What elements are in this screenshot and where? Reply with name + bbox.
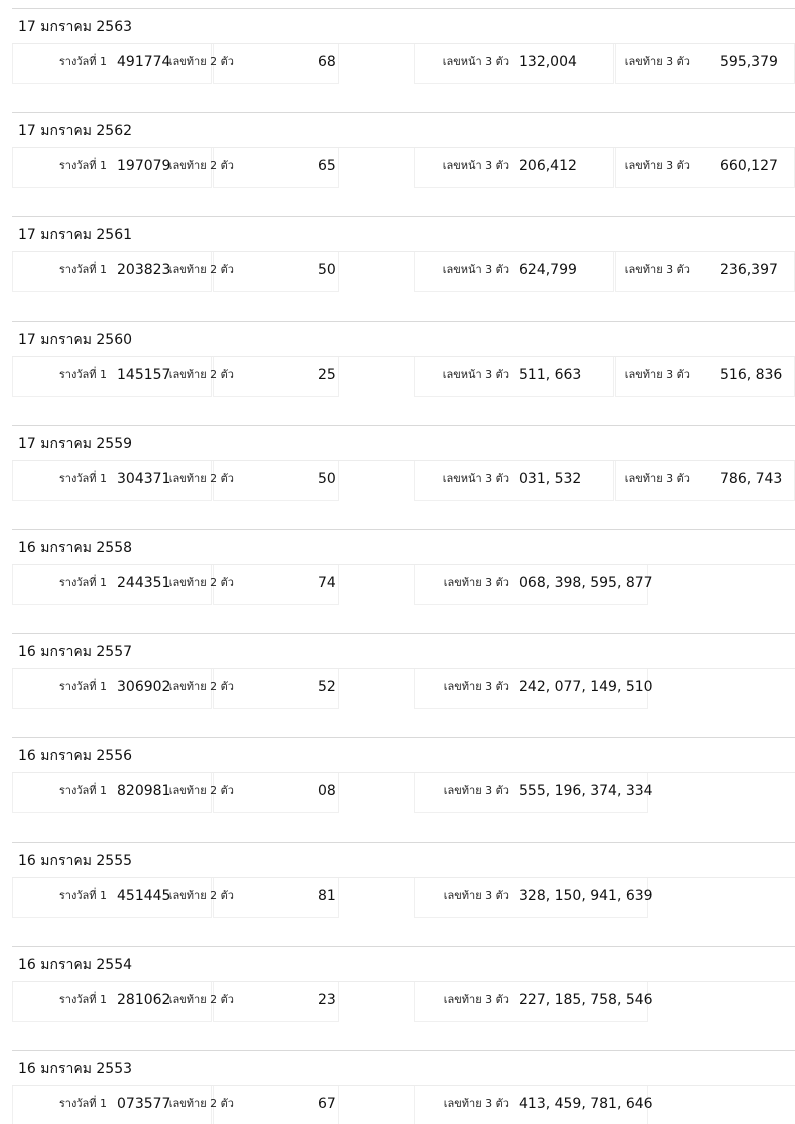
- draw-header: [12, 737, 795, 773]
- last-three-digits-cell: [414, 773, 653, 813]
- last-three-digits-cell: [615, 44, 795, 84]
- front-three-digits-cell: [414, 148, 614, 188]
- draw-header: [12, 633, 795, 669]
- draw-results-row: [12, 461, 795, 509]
- first-prize-label: รางวัลที่ 1: [58, 367, 107, 381]
- draw-header: [12, 112, 795, 148]
- draw-header: [12, 842, 795, 878]
- draw-date: 17 มกราคม 2560: [18, 331, 133, 348]
- front-three-digits-cell: [414, 44, 614, 84]
- last-three-digits-label: เลขท้าย 3 ตัว: [443, 888, 509, 902]
- last-three-digits-label: เลขท้าย 3 ตัว: [624, 55, 690, 68]
- last-two-digits-label: เลขท้าย 2 ตัว: [168, 367, 234, 381]
- first-prize-value: 244351: [117, 575, 171, 591]
- draw-header: [12, 8, 795, 44]
- last-three-digits-value: 227, 185, 758, 546: [519, 991, 653, 1008]
- last-three-digits-value: 068, 398, 595, 877: [519, 575, 653, 591]
- last-two-digits-label: เลขท้าย 2 ตัว: [168, 263, 234, 277]
- last-two-digits-label: เลขท้าย 2 ตัว: [168, 992, 234, 1006]
- front-three-digits-value: 511, 663: [519, 366, 582, 383]
- draw-date: 17 มกราคม 2561: [18, 227, 133, 244]
- first-prize-value: 491774: [117, 54, 171, 70]
- last-two-digits-cell: [168, 982, 339, 1022]
- front-three-digits-value: 132,004: [519, 54, 577, 70]
- last-three-digits-cell: [414, 669, 653, 709]
- front-three-digits-label: เลขหน้า 3 ตัว: [442, 367, 509, 381]
- first-prize-label: รางวัลที่ 1: [58, 471, 107, 485]
- front-three-digits-value: 031, 532: [519, 470, 582, 487]
- front-three-digits-label: เลขหน้า 3 ตัว: [442, 55, 509, 68]
- front-three-digits-label: เลขหน้า 3 ตัว: [442, 263, 509, 277]
- draw-date: 16 มกราคม 2554: [18, 956, 133, 973]
- front-three-digits-value: 206,412: [519, 158, 577, 175]
- last-three-digits-cell: [414, 878, 653, 918]
- last-three-digits-cell: [615, 461, 795, 501]
- draw-block: [12, 633, 795, 729]
- draw-results-row: [12, 148, 795, 196]
- last-two-digits-cell: [168, 1086, 339, 1124]
- last-three-digits-label: เลขท้าย 3 ตัว: [624, 471, 690, 485]
- first-prize-label: รางวัลที่ 1: [58, 263, 107, 277]
- last-two-digits-value: 67: [318, 1096, 336, 1112]
- last-three-digits-value: 786, 743: [720, 470, 783, 487]
- last-two-digits-cell: [168, 148, 339, 188]
- last-two-digits-label: เลขท้าย 2 ตัว: [168, 576, 234, 589]
- front-three-digits-value: 624,799: [519, 262, 577, 279]
- first-prize-label: รางวัลที่ 1: [58, 1097, 107, 1110]
- draw-header: [12, 946, 795, 982]
- last-three-digits-value: 516, 836: [720, 366, 783, 383]
- first-prize-label: รางวัลที่ 1: [58, 576, 107, 589]
- draw-block: [12, 842, 795, 938]
- last-two-digits-value: 50: [318, 470, 336, 487]
- last-two-digits-value: 23: [318, 991, 336, 1008]
- draw-date: 17 มกราคม 2563: [18, 19, 133, 35]
- front-three-digits-cell: [414, 252, 614, 292]
- last-two-digits-value: 74: [318, 575, 336, 591]
- draw-results-row: [12, 252, 795, 300]
- draw-header: [12, 216, 795, 252]
- draw-block: [12, 425, 795, 521]
- first-prize-value: 281062: [117, 991, 171, 1008]
- last-three-digits-value: 328, 150, 941, 639: [519, 887, 653, 904]
- last-three-digits-cell: [414, 1086, 653, 1124]
- last-three-digits-value: 555, 196, 374, 334: [519, 783, 653, 800]
- first-prize-label: รางวัลที่ 1: [58, 680, 107, 694]
- last-two-digits-label: เลขท้าย 2 ตัว: [168, 888, 234, 902]
- last-three-digits-cell: [615, 148, 795, 188]
- front-three-digits-cell: [414, 357, 614, 397]
- last-three-digits-cell: [414, 565, 653, 605]
- last-three-digits-value: 595,379: [720, 54, 778, 70]
- last-three-digits-label: เลขท้าย 3 ตัว: [624, 159, 690, 173]
- draw-date: 16 มกราคม 2555: [18, 852, 133, 869]
- last-three-digits-label: เลขท้าย 3 ตัว: [443, 680, 509, 694]
- last-two-digits-value: 50: [318, 262, 336, 279]
- last-two-digits-label: เลขท้าย 2 ตัว: [168, 1097, 234, 1110]
- last-two-digits-value: 25: [318, 366, 336, 383]
- last-three-digits-value: 413, 459, 781, 646: [519, 1096, 653, 1112]
- last-two-digits-value: 68: [318, 54, 336, 70]
- draw-header: [12, 529, 795, 565]
- last-three-digits-label: เลขท้าย 3 ตัว: [443, 1097, 509, 1110]
- last-three-digits-label: เลขท้าย 3 ตัว: [624, 367, 690, 381]
- last-two-digits-cell: [168, 669, 339, 709]
- last-three-digits-label: เลขท้าย 3 ตัว: [443, 784, 509, 798]
- draw-date: 16 มกราคม 2556: [18, 748, 133, 765]
- draw-results-row: [12, 982, 795, 1030]
- draw-block: [12, 737, 795, 833]
- front-three-digits-label: เลขหน้า 3 ตัว: [442, 471, 509, 485]
- last-two-digits-cell: [168, 357, 339, 397]
- first-prize-label: รางวัลที่ 1: [58, 888, 107, 902]
- draw-header: [12, 321, 795, 357]
- draw-results-row: [12, 565, 795, 613]
- front-three-digits-cell: [414, 461, 614, 501]
- last-three-digits-cell: [615, 252, 795, 292]
- last-two-digits-cell: [168, 773, 339, 813]
- last-two-digits-label: เลขท้าย 2 ตัว: [168, 471, 234, 485]
- draw-block: [12, 321, 795, 417]
- last-three-digits-value: 660,127: [720, 158, 778, 175]
- draw-block: [12, 8, 795, 104]
- first-prize-label: รางวัลที่ 1: [58, 784, 107, 798]
- draw-results-row: [12, 357, 795, 405]
- last-two-digits-cell: [168, 252, 339, 292]
- last-two-digits-cell: [168, 565, 339, 605]
- last-three-digits-cell: [414, 982, 653, 1022]
- draw-header: [12, 425, 795, 461]
- last-two-digits-cell: [168, 461, 339, 501]
- last-two-digits-label: เลขท้าย 2 ตัว: [168, 55, 234, 68]
- last-two-digits-value: 08: [318, 783, 336, 800]
- first-prize-label: รางวัลที่ 1: [58, 159, 107, 173]
- draw-header: [12, 1050, 795, 1086]
- last-two-digits-value: 65: [318, 158, 336, 175]
- draw-block: [12, 1050, 795, 1124]
- last-two-digits-label: เลขท้าย 2 ตัว: [168, 680, 234, 694]
- draw-date: 16 มกราคม 2557: [18, 644, 133, 661]
- first-prize-value: 203823: [117, 262, 171, 279]
- draw-date: 16 มกราคม 2558: [18, 540, 133, 556]
- last-three-digits-value: 236,397: [720, 262, 778, 279]
- draw-block: [12, 529, 795, 625]
- last-two-digits-label: เลขท้าย 2 ตัว: [168, 159, 234, 173]
- draw-results-row: [12, 1086, 795, 1124]
- last-two-digits-value: 81: [318, 887, 336, 904]
- draw-results-row: [12, 669, 795, 717]
- last-three-digits-value: 242, 077, 149, 510: [519, 679, 653, 696]
- draw-block: [12, 946, 795, 1042]
- last-three-digits-cell: [615, 357, 795, 397]
- last-three-digits-label: เลขท้าย 3 ตัว: [443, 576, 509, 589]
- last-two-digits-value: 52: [318, 679, 336, 696]
- first-prize-value: 451445: [117, 887, 171, 904]
- draw-date: 17 มกราคม 2562: [18, 123, 133, 140]
- first-prize-label: รางวัลที่ 1: [58, 992, 107, 1006]
- first-prize-value: 073577: [117, 1096, 171, 1112]
- draw-results-row: [12, 773, 795, 821]
- first-prize-label: รางวัลที่ 1: [58, 55, 107, 68]
- last-three-digits-label: เลขท้าย 3 ตัว: [624, 263, 690, 277]
- draw-block: [12, 112, 795, 208]
- first-prize-value: 306902: [117, 679, 171, 696]
- first-prize-value: 820981: [117, 783, 171, 800]
- draw-date: 16 มกราคม 2553: [18, 1061, 133, 1077]
- last-two-digits-label: เลขท้าย 2 ตัว: [168, 784, 234, 798]
- last-two-digits-cell: [168, 878, 339, 918]
- first-prize-value: 304371: [117, 470, 171, 487]
- first-prize-value: 197079: [117, 158, 171, 175]
- first-prize-value: 145157: [117, 366, 171, 383]
- last-three-digits-label: เลขท้าย 3 ตัว: [443, 992, 509, 1006]
- draw-date: 17 มกราคม 2559: [18, 435, 133, 452]
- draw-block: [12, 216, 795, 312]
- front-three-digits-label: เลขหน้า 3 ตัว: [442, 159, 509, 173]
- draw-results-row: [12, 44, 795, 92]
- draw-results-row: [12, 878, 795, 926]
- last-two-digits-cell: [168, 44, 339, 84]
